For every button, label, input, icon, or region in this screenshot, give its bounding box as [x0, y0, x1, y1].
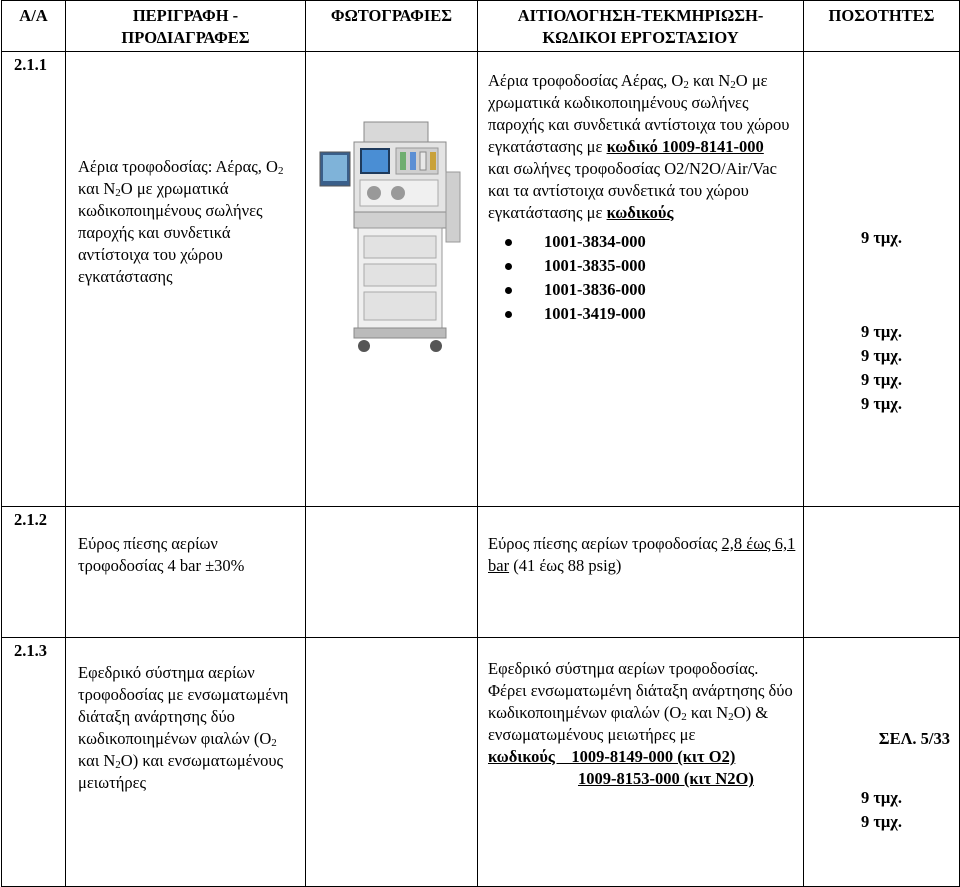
- header-justification: ΑΙΤΙΟΛΟΓΗΣΗ-ΤΕΚΜΗΡΙΩΣΗ-ΚΩΔΙΚΟΙ ΕΡΓΟΣΤΑΣΙΟΥ: [478, 1, 804, 52]
- row-quantities: [804, 507, 960, 638]
- kit-code-line: 1009-8153-000 (κιτ Ν2Ο): [578, 769, 754, 788]
- header-row: [2, 1, 960, 52]
- header-quantities: ΠΟΣΟΤΗΤΕΣ: [804, 1, 960, 52]
- row-number: 2.1.3: [2, 638, 66, 887]
- quantity: 9 τμχ.: [860, 322, 903, 341]
- table-row: [2, 52, 960, 507]
- quantity: 9 τμχ.: [860, 812, 903, 831]
- list-item: 1001-3419-000: [488, 302, 797, 326]
- list-item: 1001-3836-000: [488, 278, 797, 302]
- row-justification: Εύρος πίεσης αερίων τροφοδοσίας 2,8 έως 6,1 bar (41 έως 88 psig): [478, 507, 804, 638]
- list-item: 1001-3835-000: [488, 254, 797, 278]
- row-number: 2.1.2: [2, 507, 66, 638]
- row-photo: [306, 638, 478, 887]
- row-quantities: [804, 638, 960, 887]
- row-description: Εύρος πίεσης αερίων τροφοδοσίας 4 bar ±30%: [66, 507, 306, 638]
- codes-label: κωδικούς: [606, 203, 674, 222]
- header-description: ΠΕΡΙΓΡΑΦΗ - ΠΡΟΔΙΑΓΡΑΦΕΣ: [66, 1, 306, 52]
- kit-code-line: κωδικούς 1009-8149-000 (κιτ Ο2): [488, 747, 736, 766]
- row-description: Αέρια τροφοδοσίας: Αέρας, $O_2$ και $N_2O$ με χρωματικά κωδικοποιημένους σωλήνες παροχής και συνδετικά αντίστοιχα του χώρου εγκατάστασης: [66, 52, 306, 507]
- quantity: 9 τμχ.: [860, 346, 903, 365]
- page-number: ΣΕΛ. 5/33: [878, 729, 950, 748]
- header-aa: Α/Α: [2, 1, 66, 52]
- code-list: [488, 230, 797, 326]
- row-quantities: [804, 52, 960, 507]
- list-item: 1001-3834-000: [488, 230, 797, 254]
- row-number: 2.1.1: [2, 52, 66, 507]
- table-row: [2, 507, 960, 638]
- row-photo: [306, 52, 478, 507]
- row-justification: Εφεδρικό σύστημα αερίων τροφοδοσίας. Φέρει ενσωματωμένη διάταξη ανάρτησης δύο κωδικοποιημένων φιαλών ($O_2$ και $N_2O$) & ενσωματωμένους μειωτήρες με κωδικούς 1009-8149-000 (κιτ Ο2) 1009-8153-000 (κιτ Ν2Ο): [478, 638, 804, 887]
- quantity: 9 τμχ.: [860, 788, 903, 807]
- specification-table: [1, 0, 960, 887]
- anesthesia-machine-icon: [318, 112, 468, 362]
- table-row: [2, 638, 960, 887]
- row-description: Εφεδρικό σύστημα αερίων τροφοδοσίας με ενσωματωμένη διάταξη ανάρτησης δύο κωδικοποιημένων φιαλών ($O_2$ και $N_2O$) και ενσωματωμένους μειωτήρες: [66, 638, 306, 887]
- quantity: 9 τμχ.: [860, 394, 903, 413]
- quantity: 9 τμχ.: [860, 370, 903, 389]
- row-justification: Αέρια τροφοδοσίας Αέρας, $O_2$ και $N_2O$ με χρωματικά κωδικοποιημένους σωλήνες παροχής και συνδετικά αντίστοιχα του χώρου εγκατάστασης με κωδικό 1009-8141-000 και σωλήνες τροφοδοσίας Ο2/Ν2Ο/Air/Vac και τα αντίστοιχα συνδετικά του χώρου εγκατάστασης με κωδικούς 1001-3834-000 1001-3835-000 1001-3836-000 1001-3419-000: [478, 52, 804, 507]
- factory-code: κωδικό 1009-8141-000: [606, 137, 764, 156]
- quantity: 9 τμχ.: [860, 228, 903, 247]
- pressure-range: 2,8 έως 6,1 bar: [488, 534, 796, 575]
- header-photos: ΦΩΤΟΓΡΑΦΙΕΣ: [306, 1, 478, 52]
- row-photo: [306, 507, 478, 638]
